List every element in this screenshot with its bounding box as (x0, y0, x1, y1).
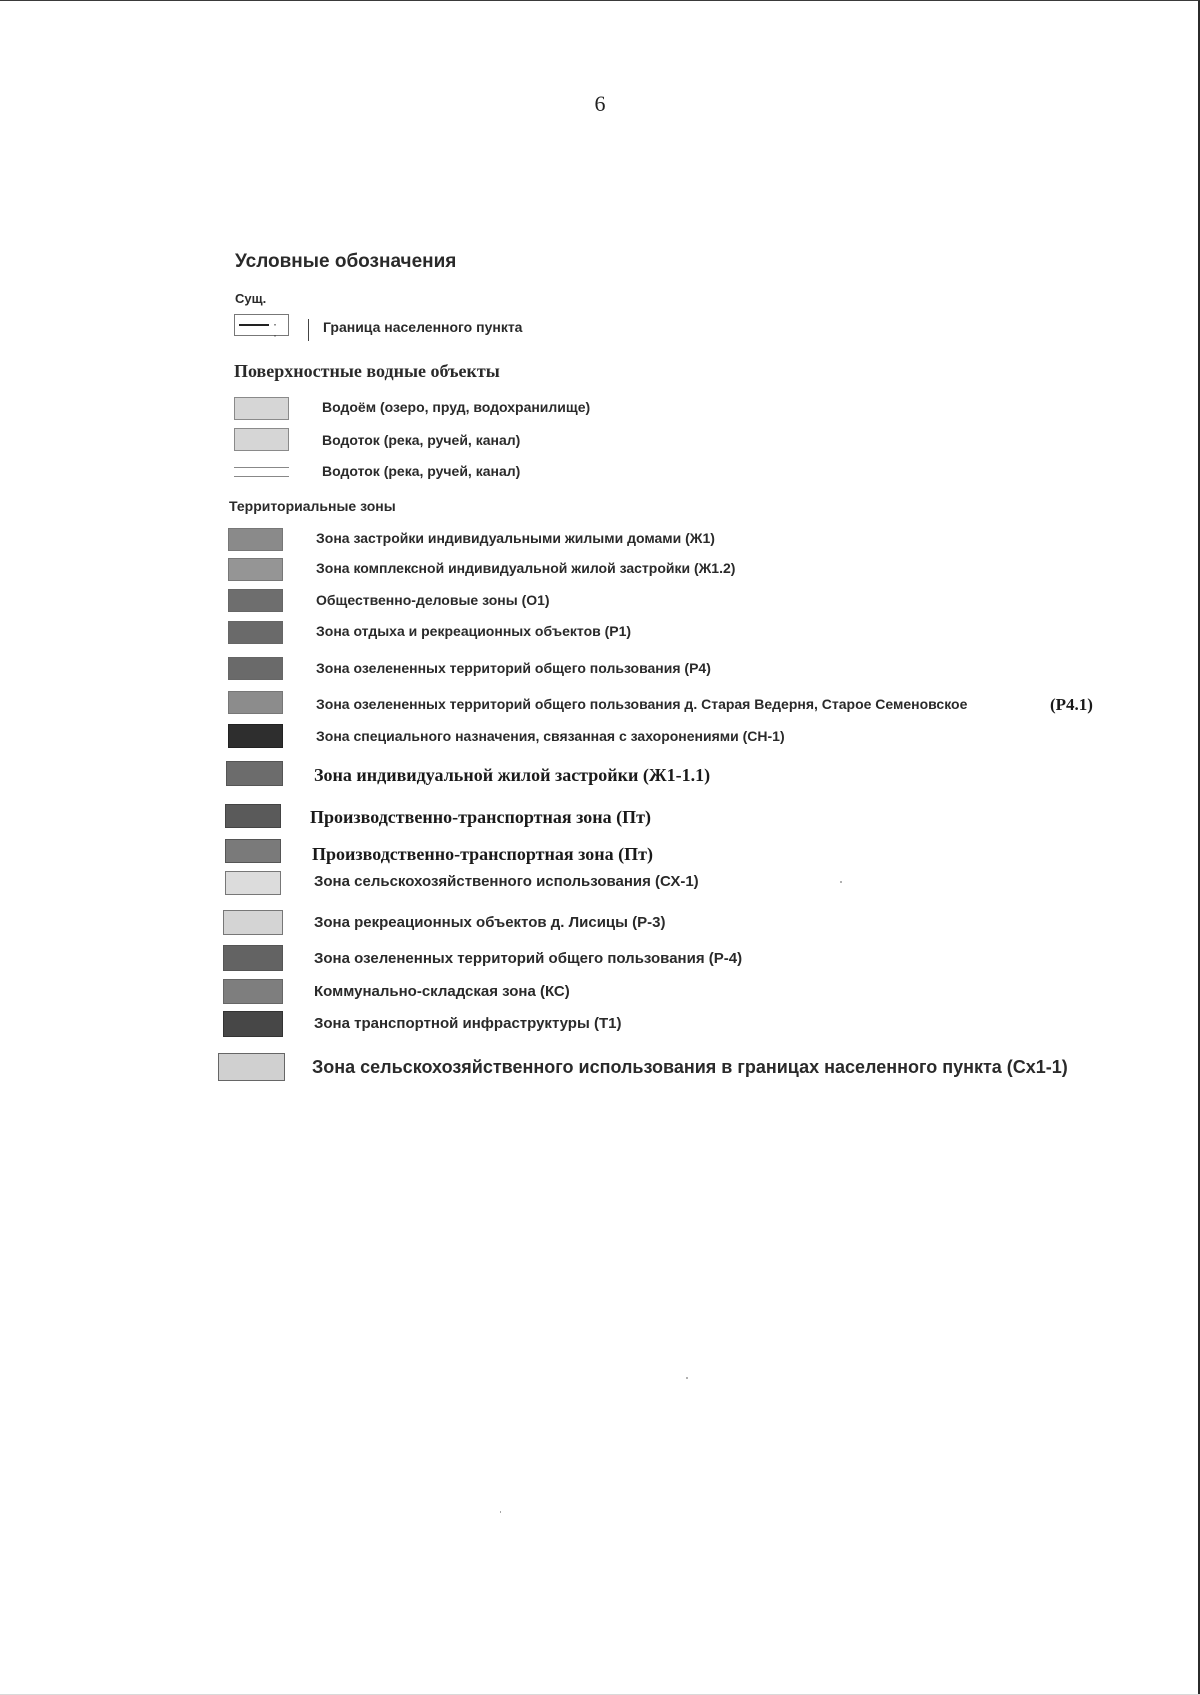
water-swatch-stream-area (234, 428, 289, 451)
zone-swatch-o1 (228, 589, 283, 612)
zone-label-sn1: Зона специального назначения, связанная с захоронениями (СН-1) (316, 728, 785, 744)
zone-label-o1: Общественно-деловые зоны (О1) (316, 592, 550, 608)
zone-swatch-r4-1 (228, 691, 283, 714)
scan-speck (840, 881, 842, 883)
zone-label-r4-1: Зона озелененных территорий общего пользования д. Старая Ведерня, Старое Семеновское (316, 696, 968, 712)
zone-swatch-r-4 (223, 945, 283, 971)
water-heading: Поверхностные водные объекты (234, 361, 500, 381)
scan-speck (500, 1511, 501, 1513)
separator-line (308, 319, 309, 341)
zone-label-zh1: Зона застройки индивидуальными жилыми домами (Ж1) (316, 530, 715, 546)
zone-swatch-zh1-2 (228, 558, 283, 581)
zone-swatch-r3 (223, 910, 283, 935)
zone-swatch-t1 (223, 1011, 283, 1037)
zone-label-sh1-1: Зона сельскохозяйственного использования в границах населенного пункта (Сх1-1) (312, 1057, 1068, 1077)
boundary-label: Граница населенного пункта (323, 319, 523, 335)
zone-label-pt-a: Производственно-транспортная зона (Пт) (310, 807, 651, 827)
zone-label-t1: Зона транспортной инфраструктуры (Т1) (314, 1015, 622, 1032)
zone-swatch-pt-a (225, 804, 281, 828)
zone-swatch-zh1 (228, 528, 283, 551)
zone-swatch-pt-b (225, 839, 281, 863)
zone-label-r3: Зона рекреационных объектов д. Лисицы (Р-3) (314, 914, 666, 931)
existing-label: Сущ. (235, 291, 267, 306)
water-label-stream-line: Водоток (река, ручей, канал) (322, 463, 521, 479)
water-label-stream-area: Водоток (река, ручей, канал) (322, 432, 521, 448)
water-label-reservoir: Водоём (озеро, пруд, водохранилище) (322, 399, 591, 415)
zones-heading: Территориальные зоны (229, 498, 396, 514)
zone-swatch-sh1-1 (218, 1053, 285, 1081)
zone-swatch-sh1 (225, 871, 281, 895)
zone-label-zh1-1-1: Зона индивидуальной жилой застройки (Ж1-1.1) (314, 765, 711, 785)
boundary-line-symbol: · · (234, 314, 289, 336)
zone-label-r-4: Зона озелененных территорий общего пользования (Р-4) (314, 950, 743, 967)
legend-title: Условные обозначения (235, 251, 457, 272)
scan-speck (686, 1377, 688, 1379)
zone-swatch-r1 (228, 621, 283, 644)
zone-swatch-zh1-1-1 (226, 761, 283, 786)
zone-swatch-sn1 (228, 724, 283, 748)
zone-label-pt-b: Производственно-транспортная зона (Пт) (312, 844, 653, 864)
zone-label-r1: Зона отдыха и рекреационных объектов (Р1) (316, 623, 632, 639)
zone-label-ks: Коммунально-складская зона (КС) (314, 983, 570, 1000)
zone-label-r4-1-code: (Р4.1) (1050, 695, 1093, 714)
zone-swatch-ks (223, 979, 283, 1004)
zone-swatch-r4 (228, 657, 283, 680)
zone-label-sh1: Зона сельскохозяйственного использования (СХ-1) (314, 873, 699, 890)
water-swatch-reservoir (234, 397, 289, 420)
water-swatch-stream-line (234, 460, 289, 482)
zone-label-r4: Зона озелененных территорий общего пользования (Р4) (316, 660, 711, 676)
page-number: 6 (594, 91, 606, 116)
zone-label-zh1-2: Зона комплексной индивидуальной жилой застройки (Ж1.2) (316, 560, 736, 576)
